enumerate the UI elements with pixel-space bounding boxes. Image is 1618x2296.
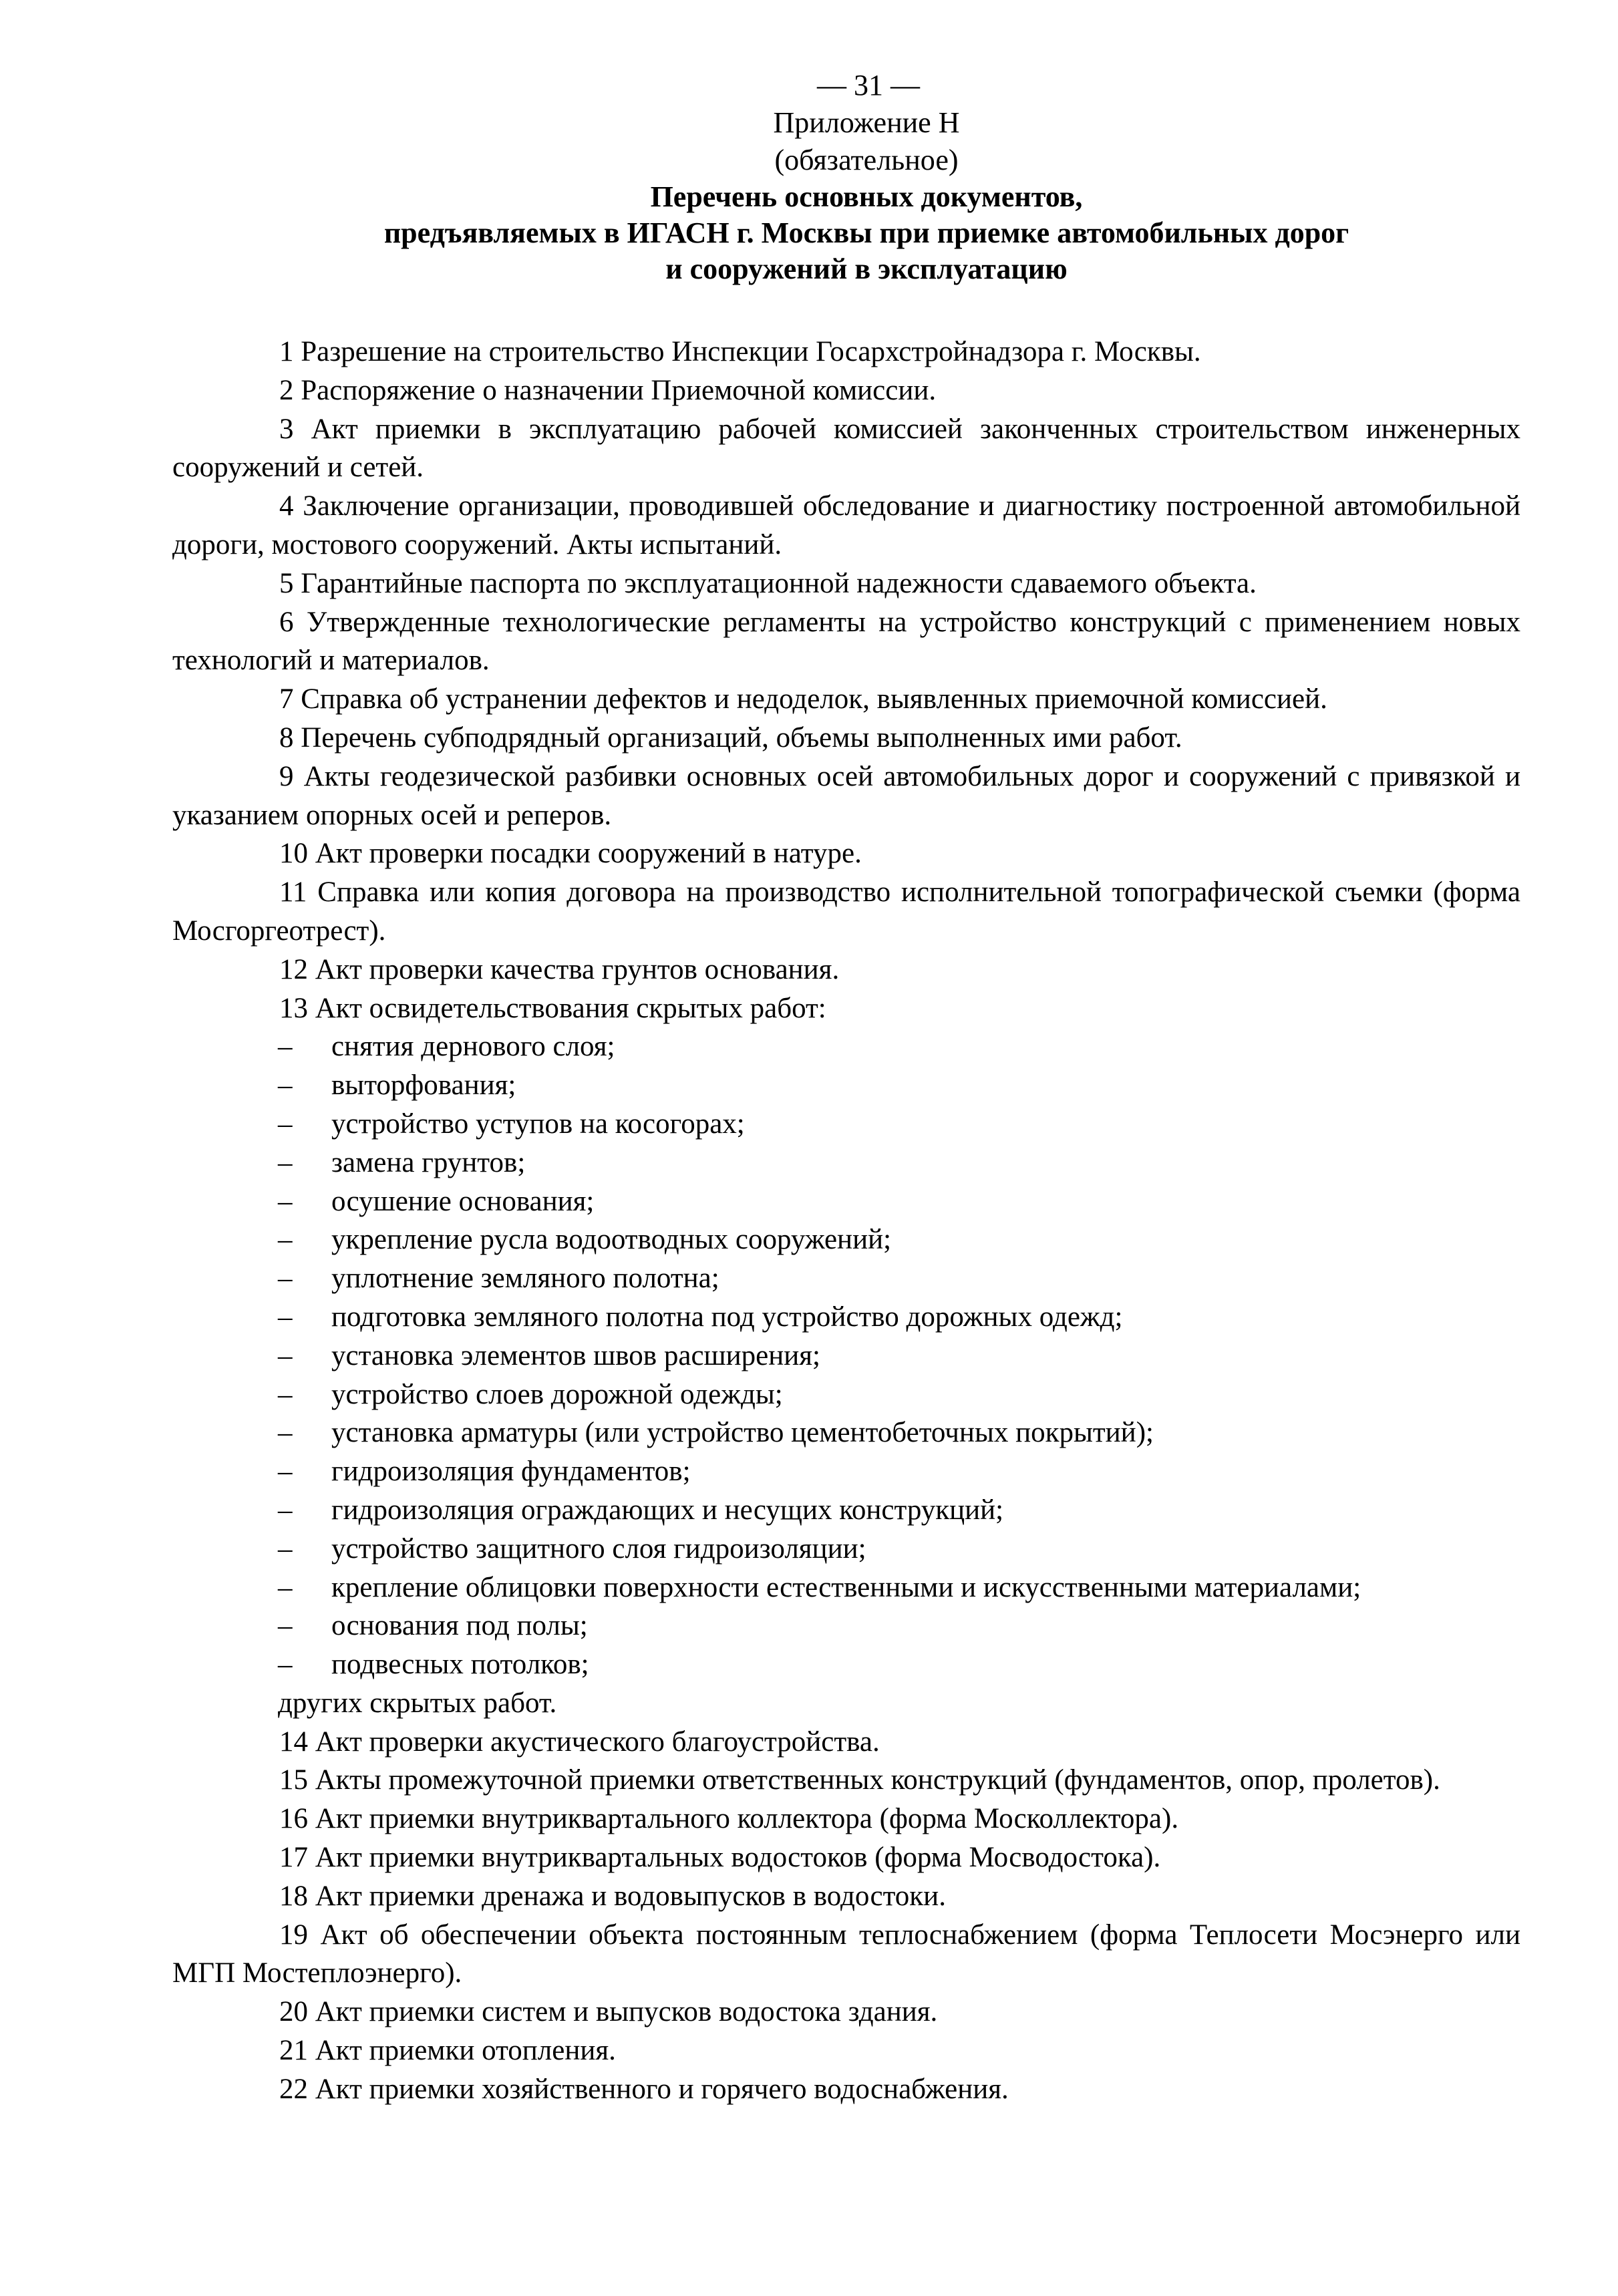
document-page xyxy=(172,67,1520,2109)
dash-bullet: – xyxy=(278,1378,293,1410)
list-item: 10 Акт проверки посадки сооружений в натуре. xyxy=(279,838,862,870)
hidden-work-item: – осушение основания; xyxy=(172,1182,1520,1221)
list-item: 22 Акт приемки хозяйственного и горячего водоснабжения. xyxy=(279,2073,1009,2105)
dash-bullet: – xyxy=(278,1494,293,1526)
list-item: 5 Гарантийные паспорта по эксплуатационной надежности сдаваемого объекта. xyxy=(279,567,1257,599)
list-item: 6 Утвержденные технологические регламенты на устройство конструкций с применением новых технологий и материалов. xyxy=(172,606,1520,677)
dash-bullet: – xyxy=(278,1532,293,1565)
hidden-work-item: – подвесных потолков; xyxy=(172,1645,1520,1684)
list-item: 13 Акт освидетельствования скрытых работ: xyxy=(279,992,826,1024)
dash-bullet: – xyxy=(278,1649,293,1681)
page-number: — 31 — xyxy=(817,69,920,102)
dash-bullet: – xyxy=(278,1031,293,1063)
dash-bullet: – xyxy=(278,1070,293,1102)
hidden-work-item: – гидроизоляция ограждающих и несущих конструкций; xyxy=(172,1491,1520,1530)
list-item: 11 Справка или копия договора на производство исполнительной топографической съемки (форма Мосгоргеотрест). xyxy=(172,876,1520,947)
dash-bullet: – xyxy=(278,1108,293,1140)
dash-bullet: – xyxy=(278,1185,293,1217)
hidden-work-item: – установка элементов швов расширения; xyxy=(172,1337,1520,1375)
list-item: 19 Акт об обеспечении объекта постоянным теплоснабжением (форма Теплосети Мосэнерго или МГП Мостеплоэнерго). xyxy=(172,1919,1520,1989)
hidden-work-item: – крепление облицовки поверхности естественными и искусственными материалами; xyxy=(172,1569,1520,1607)
list-item: 2 Распоряжение о назначении Приемочной комиссии. xyxy=(279,374,937,406)
hidden-work-item: – гидроизоляция фундаментов; xyxy=(172,1452,1520,1491)
documents-list-part-2 xyxy=(172,1723,1520,2109)
list-item: 15 Акты промежуточной приемки ответственных конструкций (фундаментов, опор, пролетов). xyxy=(279,1764,1440,1796)
dash-bullet: – xyxy=(278,1224,293,1256)
dash-bullet: – xyxy=(278,1456,293,1488)
dash-bullet: – xyxy=(278,1263,293,1295)
title-line-2: предъявляемых в ИГАСН г. Москвы при приемке автомобильных дорог xyxy=(383,216,1349,249)
list-item: 12 Акт проверки качества грунтов основания. xyxy=(279,953,840,985)
hidden-work-item: – выторфования; xyxy=(172,1066,1520,1105)
hidden-work-item: – установка арматуры (или устройство цементобеточных покрытий); xyxy=(172,1414,1520,1452)
list-item: 17 Акт приемки внутриквартальных водостоков (форма Мосводостока). xyxy=(279,1842,1161,1874)
document-title xyxy=(212,179,1520,287)
dash-bullet: – xyxy=(278,1339,293,1371)
title-line-3: и сооружений в эксплуатацию xyxy=(665,253,1068,285)
list-item: 18 Акт приемки дренажа и водовыпусков в водостоки. xyxy=(279,1880,946,1912)
list-item: 8 Перечень субподрядный организаций, объемы выполненных ими работ. xyxy=(279,721,1182,754)
hidden-work-item: – устройство защитного слоя гидроизоляции; xyxy=(172,1530,1520,1569)
documents-list-part-1 xyxy=(172,333,1520,1027)
hidden-work-item: – основания под полы; xyxy=(172,1607,1520,1645)
dash-bullet: – xyxy=(278,1301,293,1333)
list-item: 16 Акт приемки внутриквартального коллектора (форма Москоллектора). xyxy=(279,1803,1179,1835)
dash-bullet: – xyxy=(278,1571,293,1603)
dash-bullet: – xyxy=(278,1146,293,1178)
list-item: 3 Акт приемки в эксплуатацию рабочей комиссией законченных строительством инженерных сооружений и сетей. xyxy=(172,413,1520,484)
title-line-1: Перечень основных документов, xyxy=(650,180,1083,213)
list-item: 14 Акт проверки акустического благоустройства. xyxy=(279,1726,880,1758)
hidden-work-item: – устройство уступов на косогорах; xyxy=(172,1105,1520,1144)
hidden-works-list xyxy=(172,1027,1520,1684)
list-item: 20 Акт приемки систем и выпусков водостока здания. xyxy=(279,1996,938,2028)
dash-bullet: – xyxy=(278,1417,293,1449)
appendix-label: Приложение Н xyxy=(773,106,960,139)
hidden-work-item: – укрепление русла водоотводных сооружений; xyxy=(172,1220,1520,1259)
hidden-work-item: – замена грунтов; xyxy=(172,1144,1520,1182)
list-item: 21 Акт приемки отопления. xyxy=(279,2035,616,2067)
dash-bullet: – xyxy=(278,1610,293,1642)
hidden-work-item: – устройство слоев дорожной одежды; xyxy=(172,1375,1520,1414)
appendix-status: (обязательное) xyxy=(774,144,959,176)
list-item: 4 Заключение организации, проводившей обследование и диагностику построенной автомобильной дороги, мостового сооружений. Акты испытаний. xyxy=(172,490,1520,560)
list-item: 9 Акты геодезической разбивки основных осей автомобильных дорог и сооружений с привязкой и указанием опорных осей и реперов. xyxy=(172,760,1520,831)
hidden-work-item: – уплотнение земляного полотна; xyxy=(172,1259,1520,1298)
hidden-work-item: – снятия дернового слоя; xyxy=(172,1027,1520,1066)
hidden-work-item: – подготовка земляного полотна под устройство дорожных одежд; xyxy=(172,1298,1520,1337)
hidden-works-trailer: других скрытых работ. xyxy=(278,1687,557,1719)
list-item: 1 Разрешение на строительство Инспекции Госархстройнадзора г. Москвы. xyxy=(279,336,1201,367)
list-item: 7 Справка об устранении дефектов и недоделок, выявленных приемочной комиссией. xyxy=(279,683,1327,715)
